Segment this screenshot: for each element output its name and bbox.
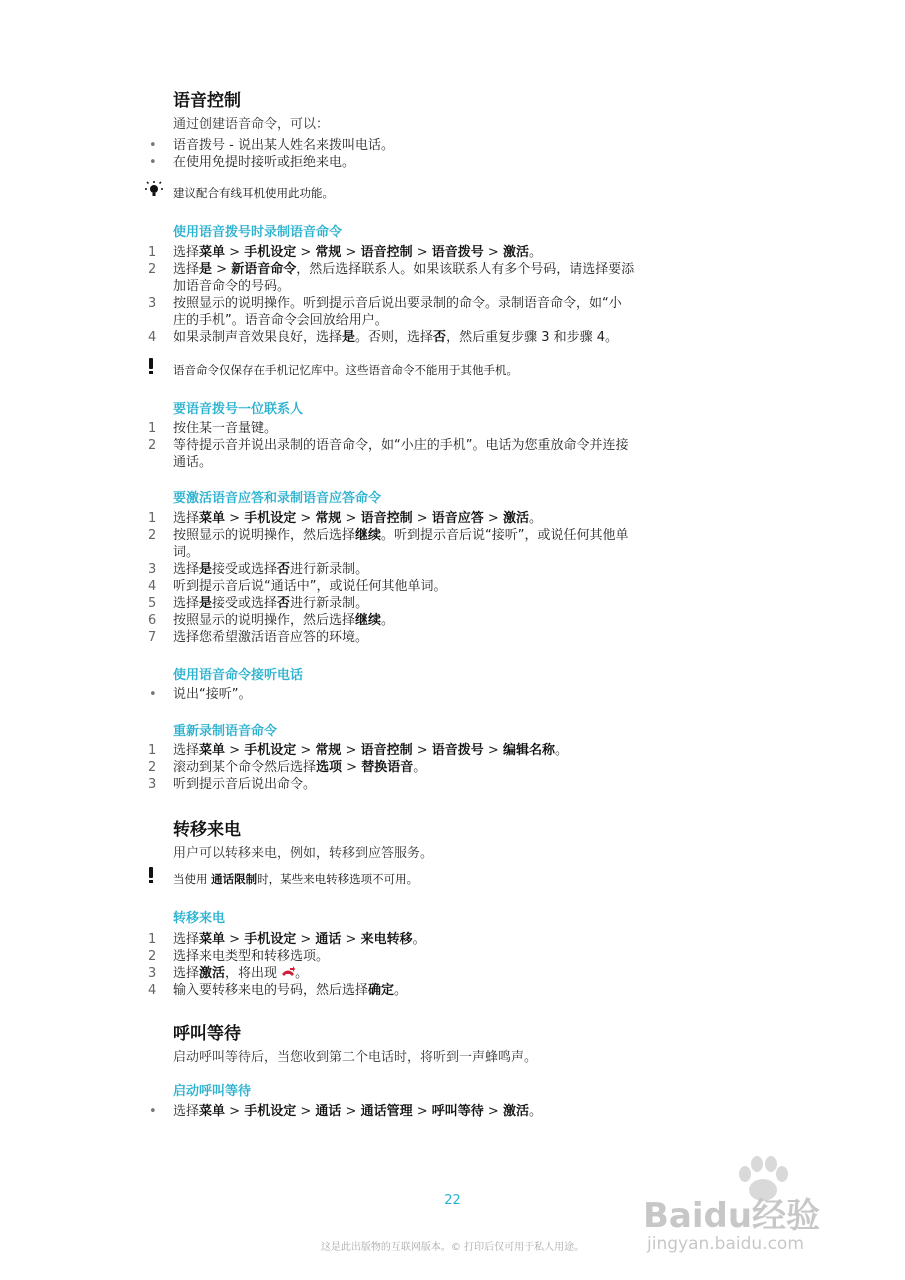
text-run: 选择 <box>173 966 200 981</box>
note-suffix: 时，某些来电转移选项不可用。 <box>257 872 419 886</box>
step-text: 等待提示音并说出录制的语音命令，如“小庄的手机”。电话为您重放命令并连接 <box>173 438 629 453</box>
menu-term: 语音拨号 <box>431 743 484 758</box>
bullet-item: 在使用免提时接听或拒绝来电。 <box>173 155 356 170</box>
menu-term: 手机设定 <box>244 1104 297 1119</box>
section-intro: 用户可以转移来电，例如，转移到应答服务。 <box>173 846 434 861</box>
text-run: 选择 <box>173 262 200 277</box>
bullet-dot: • <box>149 687 157 702</box>
text-run: ，将出现 <box>225 966 282 981</box>
bullet-dot: • <box>149 1104 157 1119</box>
menu-term: 手机设定 <box>244 932 297 947</box>
page-number: 22 <box>444 1193 461 1208</box>
step-number: 1 <box>148 743 157 758</box>
step-text <box>173 759 426 776</box>
text-run: 滚动到某个命令然后选择 <box>173 760 317 775</box>
text-run: > <box>225 1104 245 1119</box>
step-number: 3 <box>148 966 157 981</box>
watermark-brand: Baidu经验 <box>643 1196 821 1236</box>
step-text <box>173 510 542 527</box>
step-text <box>173 295 622 312</box>
note-text <box>173 871 418 887</box>
text-run: 。 <box>381 613 395 628</box>
text-run: > <box>225 245 245 260</box>
text-run: 。听到提示音后说“接听”，或说任何其他单 <box>381 528 629 543</box>
text-run: > <box>212 262 232 277</box>
step-number: 3 <box>148 296 157 311</box>
warning-icon <box>146 357 156 379</box>
step-text <box>173 931 426 948</box>
menu-term: 语音应答 <box>431 511 484 526</box>
subsection-title: 重新录制语音命令 <box>173 724 278 739</box>
text-run: 。否则，选择 <box>355 330 434 345</box>
text-run: 接受或选择 <box>212 596 278 611</box>
step-number: 5 <box>148 596 157 611</box>
text-run: 选择您希望激活语音应答的环境。 <box>173 630 369 645</box>
text-run: > <box>296 511 316 526</box>
menu-term: 否 <box>277 596 291 611</box>
menu-term: 菜单 <box>199 511 226 526</box>
text-run: > <box>412 743 432 758</box>
menu-term: 手机设定 <box>244 245 297 260</box>
step-text <box>173 261 634 278</box>
step-number: 2 <box>148 438 157 453</box>
text-run: > <box>225 511 245 526</box>
call-forward-icon <box>281 966 295 981</box>
text-run: > <box>225 743 245 758</box>
text-run: > <box>296 245 316 260</box>
step-number: 2 <box>148 760 157 775</box>
menu-term: 是 <box>342 330 356 345</box>
text-run: 听到提示音后说“通话中”，或说任何其他单词。 <box>173 579 447 594</box>
text-run: > <box>412 511 432 526</box>
bullet-dot: • <box>149 138 157 153</box>
menu-term: 呼叫等待 <box>431 1104 484 1119</box>
text-run: 如果录制声音效果良好，选择 <box>173 330 343 345</box>
menu-term: 来电转移 <box>360 932 413 947</box>
text-run: > <box>483 743 503 758</box>
text-run: 选择 <box>173 245 200 260</box>
menu-term: 替换语音 <box>361 760 414 775</box>
text-run: 进行新录制。 <box>290 562 369 577</box>
baidu-watermark <box>643 1150 853 1260</box>
step-number: 3 <box>148 562 157 577</box>
step-text <box>173 982 407 999</box>
step-number: 2 <box>148 949 157 964</box>
text-run: 选择 <box>173 1104 200 1119</box>
text-run: 按照显示的说明操作。听到提示音后说出要录制的命令。录制语音命令，如“小 <box>173 296 622 311</box>
menu-term: 手机设定 <box>244 743 297 758</box>
text-run: > <box>341 511 361 526</box>
subsection-title: 要语音拨号一位联系人 <box>173 402 304 417</box>
text-run: > <box>483 511 503 526</box>
text-run: 。 <box>554 743 568 758</box>
menu-term: 通话管理 <box>360 1104 413 1119</box>
text-run: 输入要转移来电的号码，然后选择 <box>173 983 369 998</box>
section-title-call-waiting: 呼叫等待 <box>173 1024 241 1044</box>
step-text <box>173 948 329 965</box>
text-run: 选择 <box>173 743 200 758</box>
subsection-title: 使用语音命令接听电话 <box>173 668 304 683</box>
menu-term: 常规 <box>315 511 342 526</box>
step-text-continued: 通话。 <box>173 455 213 470</box>
step-number: 2 <box>148 262 157 277</box>
menu-term: 编辑名称 <box>502 743 555 758</box>
text-run: 。 <box>412 932 426 947</box>
step-text <box>173 561 368 578</box>
text-run: 。 <box>413 760 427 775</box>
menu-term: 激活 <box>502 1104 529 1119</box>
menu-term: 菜单 <box>199 245 226 260</box>
subsection-title: 启动呼叫等待 <box>173 1084 252 1099</box>
menu-term: 菜单 <box>199 932 226 947</box>
menu-term: 是 <box>199 596 213 611</box>
section-intro: 启动呼叫等待后，当您收到第二个电话时，将听到一声蜂鸣声。 <box>173 1050 538 1065</box>
subsection-title: 要激活语音应答和录制语音应答命令 <box>173 491 382 506</box>
tip-text: 建议配合有线耳机使用此功能。 <box>173 186 334 200</box>
step-text <box>173 329 618 346</box>
menu-term: 继续 <box>355 613 382 628</box>
note-bold: 通话限制 <box>211 872 258 886</box>
step-text-continued: 词。 <box>173 545 200 560</box>
text-run: > <box>341 245 361 260</box>
section-intro: 通过创建语音命令，可以： <box>173 117 330 132</box>
menu-term: 常规 <box>315 245 342 260</box>
lightbulb-tip-icon <box>144 180 164 202</box>
menu-term: 语音控制 <box>360 743 413 758</box>
text-run: 。 <box>394 983 408 998</box>
text-run: > <box>483 245 503 260</box>
bullet-item: 语音拨号 - 说出某人姓名来拨叫电话。 <box>173 138 394 153</box>
step-text <box>173 527 629 544</box>
bullet-dot: • <box>149 155 157 170</box>
bullet-item <box>173 1103 542 1120</box>
subsection-title: 转移来电 <box>173 911 226 926</box>
step-text: 按住某一音量键。 <box>173 421 278 436</box>
watermark-url: jingyan.baidu.com <box>647 1234 804 1254</box>
text-run: 选择来电类型和转移选项。 <box>173 949 330 964</box>
step-text-continued: 加语音命令的号码。 <box>173 279 291 294</box>
text-run: 选择 <box>173 511 200 526</box>
text-run: > <box>296 932 316 947</box>
note-prefix: 当使用 <box>173 872 212 886</box>
footer-copyright: 这是此出版物的互联网版本。© 打印后仅可用于私人用途。 <box>320 1242 585 1253</box>
step-text <box>173 965 308 982</box>
menu-term: 选项 <box>316 760 343 775</box>
note-text: 语音命令仅保存在手机记忆库中。这些语音命令不能用于其他手机。 <box>173 363 518 377</box>
text-run: 接受或选择 <box>212 562 278 577</box>
subsection-title: 使用语音拨号时录制语音命令 <box>173 225 343 240</box>
text-run: 按照显示的说明操作，然后选择 <box>173 613 356 628</box>
step-number: 1 <box>148 932 157 947</box>
text-run: 选择 <box>173 562 200 577</box>
menu-term: 是 <box>199 262 213 277</box>
menu-term: 确定 <box>368 983 395 998</box>
step-number: 1 <box>148 245 157 260</box>
text-run: > <box>296 743 316 758</box>
section-title-voice-control: 语音控制 <box>173 91 241 111</box>
text-run: 。 <box>295 966 309 981</box>
step-text <box>173 629 368 646</box>
menu-term: 继续 <box>355 528 382 543</box>
text-run: ，然后重复步骤 3 和步骤 4。 <box>446 330 619 345</box>
menu-term: 新语音命令 <box>231 262 297 277</box>
step-number: 4 <box>148 579 157 594</box>
step-number: 4 <box>148 330 157 345</box>
menu-term: 语音拨号 <box>431 245 484 260</box>
text-run: 。 <box>528 511 542 526</box>
step-number: 1 <box>148 511 157 526</box>
step-text <box>173 578 446 595</box>
menu-term: 是 <box>199 562 213 577</box>
step-number: 6 <box>148 613 157 628</box>
step-number: 4 <box>148 983 157 998</box>
text-run: 进行新录制。 <box>290 596 369 611</box>
text-run: 。 <box>528 245 542 260</box>
text-run: > <box>341 743 361 758</box>
bullet-item: 说出“接听”。 <box>173 687 252 702</box>
text-run: 选择 <box>173 596 200 611</box>
step-number: 3 <box>148 777 157 792</box>
text-run: > <box>412 1104 432 1119</box>
menu-term: 激活 <box>502 245 529 260</box>
menu-term: 常规 <box>315 743 342 758</box>
menu-term: 激活 <box>502 511 529 526</box>
step-text <box>173 742 568 759</box>
step-number: 2 <box>148 528 157 543</box>
text-run: 听到提示音后说出命令。 <box>173 777 317 792</box>
menu-term: 手机设定 <box>244 511 297 526</box>
text-run: 按照显示的说明操作，然后选择 <box>173 528 356 543</box>
step-text <box>173 244 542 261</box>
text-run: > <box>341 1104 361 1119</box>
menu-term: 否 <box>433 330 447 345</box>
text-run: > <box>483 1104 503 1119</box>
menu-term: 语音控制 <box>360 511 413 526</box>
text-run: > <box>341 932 361 947</box>
menu-term: 菜单 <box>199 1104 226 1119</box>
menu-term: 菜单 <box>199 743 226 758</box>
menu-term: 通话 <box>315 1104 342 1119</box>
text-run: > <box>225 932 245 947</box>
text-run: > <box>296 1104 316 1119</box>
step-number: 1 <box>148 421 157 436</box>
step-text <box>173 776 316 793</box>
section-title-call-forward: 转移来电 <box>173 820 241 840</box>
step-text <box>173 612 394 629</box>
text-run: 选择 <box>173 932 200 947</box>
warning-icon <box>146 866 156 888</box>
step-number: 7 <box>148 630 157 645</box>
text-run: ，然后选择联系人。如果该联系人有多个号码，请选择要添 <box>296 262 635 277</box>
menu-term: 语音控制 <box>360 245 413 260</box>
text-run: > <box>412 245 432 260</box>
step-text-continued: 庄的手机”。语音命令会回放给用户。 <box>173 313 388 328</box>
text-run: 。 <box>528 1104 542 1119</box>
step-text <box>173 595 368 612</box>
menu-term: 否 <box>277 562 291 577</box>
menu-term: 通话 <box>315 932 342 947</box>
menu-term: 激活 <box>199 966 226 981</box>
text-run: > <box>342 760 362 775</box>
